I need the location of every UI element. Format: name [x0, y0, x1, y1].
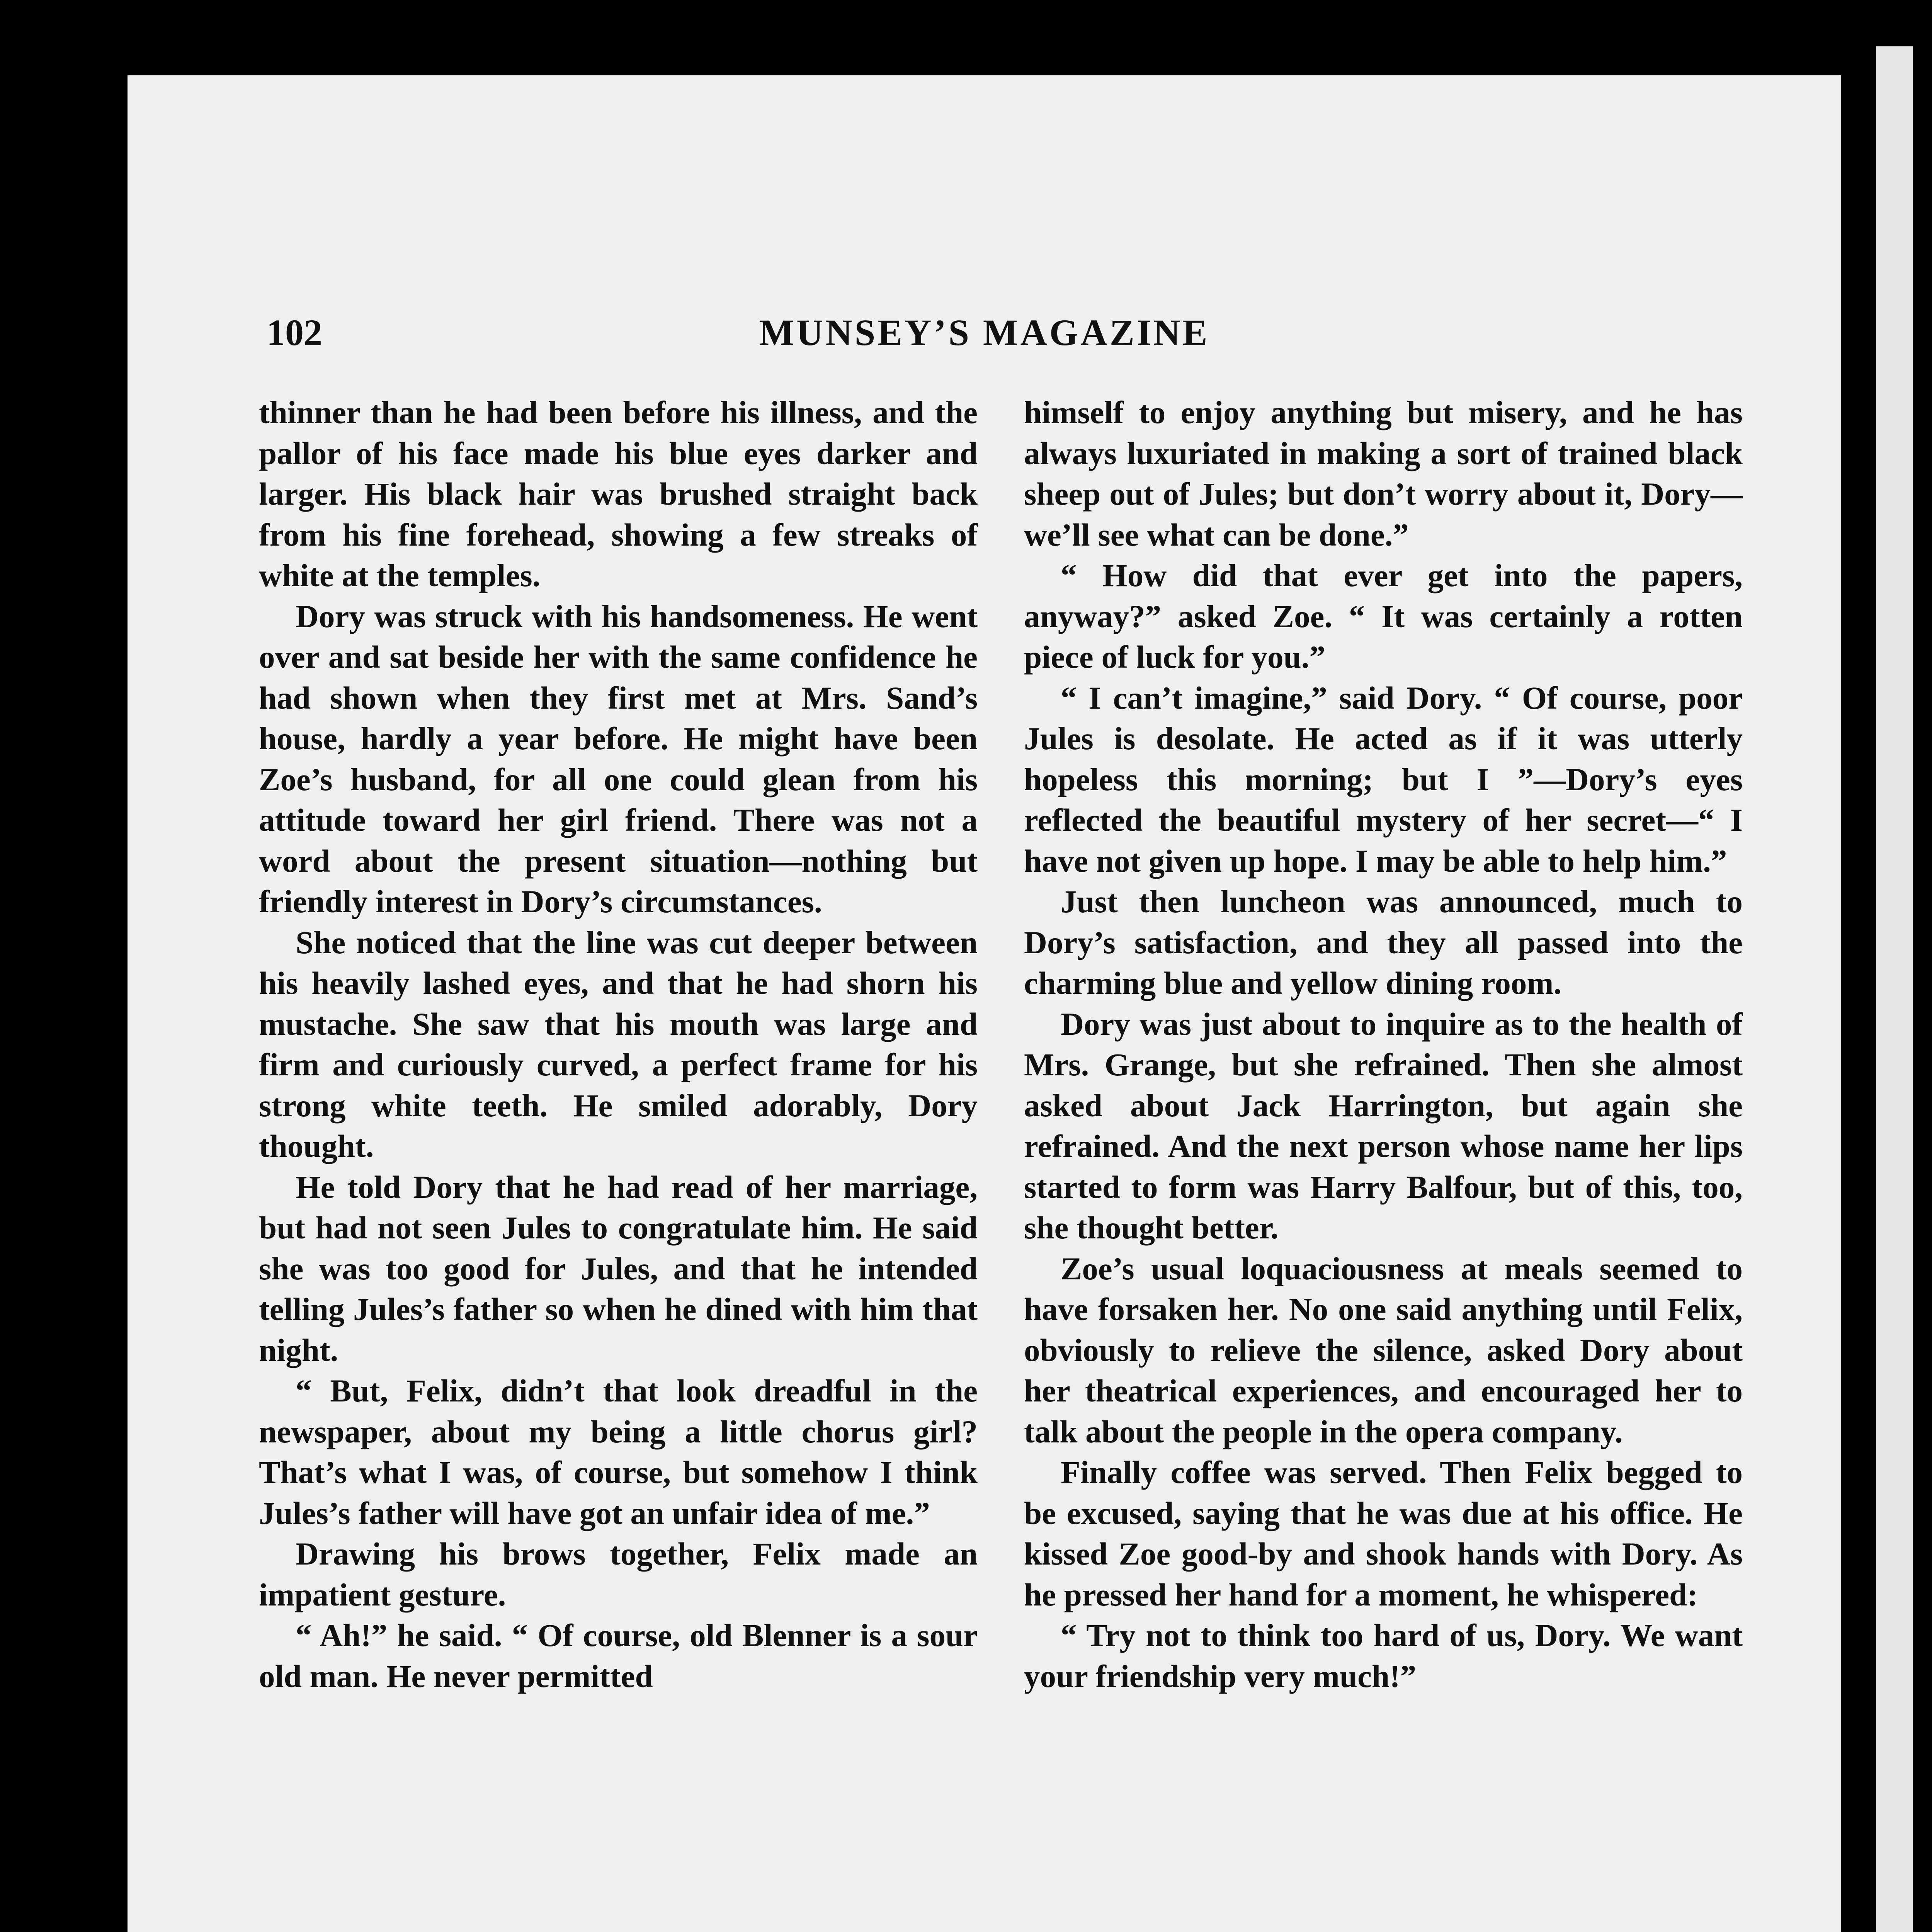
paragraph: “ How did that ever get into the papers, anyway?” asked Zoe. “ It was certainly a rotten piece of luck for you.” [1024, 558, 1743, 675]
paragraph: She noticed that the line was cut deeper between his heavily lashed eyes, and that he had shorn his mustache. She saw that his mouth was large and firm and curiously curved, a perfect frame for his strong white teeth. He smiled adorably, Dory thought. [259, 924, 978, 1164]
adjacent-page-edge [1841, 0, 1932, 1932]
page-number: 102 [267, 312, 322, 353]
right-column [1024, 392, 1743, 1697]
magazine-page [128, 75, 1841, 1932]
paragraph: “ Try not to think too hard of us, Dory. We want your friendship very much!” [1024, 1617, 1743, 1694]
paragraph: Finally coffee was served. Then Felix begged to be excused, saying that he was due at his office. He kissed Zoe good-by and shook hands with Dory. As he pressed her hand for a moment, he whispered: [1024, 1454, 1743, 1612]
paragraph: Just then luncheon was announced, much to Dory’s satisfaction, and they all passed into the charming blue and yellow dining room. [1024, 884, 1743, 1001]
paragraph: “ But, Felix, didn’t that look dreadful in the newspaper, about my being a little chorus girl? That’s what I was, of course, but somehow I think Jules’s father will have got an unfair idea of me.” [259, 1373, 978, 1531]
paragraph: thinner than he had been before his illness, and the pallor of his face made his blue eyes darker and larger. His black hair was brushed straight back from his fine forehead, showing a few streaks of white at the temples. [259, 395, 978, 593]
running-head [128, 311, 1841, 365]
left-column [259, 392, 978, 1697]
paragraph: Zoe’s usual loquaciousness at meals seemed to have forsaken her. No one said anything until Felix, obviously to relieve the silence, asked Dory about her theatrical experiences, and encouraged her to talk about the people in the opera company. [1024, 1250, 1743, 1449]
adjacent-page-sliver [1876, 46, 1913, 1932]
paragraph: Drawing his brows together, Felix made an impatient gesture. [259, 1536, 978, 1612]
magazine-title: MUNSEY’S MAGAZINE [759, 312, 1210, 353]
paragraph: Dory was just about to inquire as to the health of Mrs. Grange, but she refrained. Then she almost asked about Jack Harrington, but again she refrained. And the next person whose name her lips started to form was Harry Balfour, but of this, too, she thought better. [1024, 1006, 1743, 1245]
paragraph: He told Dory that he had read of her marriage, but had not seen Jules to congratulate him. He said she was too good for Jules, and that he intended telling Jules’s father so when he dined with him that night. [259, 1169, 978, 1368]
paragraph: Dory was struck with his handsomeness. He went over and sat beside her with the same confidence he had shown when they first met at Mrs. Sand’s house, hardly a year before. He might have been Zoe’s husband, for all one could glean from his attitude toward her girl friend. There was not a word about the present situation—nothing but friendly interest in Dory’s circumstances. [259, 598, 978, 919]
paragraph: himself to enjoy anything but misery, and he has always luxuriated in making a sort of trained black sheep out of Jules; but don’t worry about it, Dory—we’ll see what can be done.” [1024, 395, 1743, 553]
paragraph: “ I can’t imagine,” said Dory. “ Of course, poor Jules is desolate. He acted as if it was utterly hopeless this morning; but I ”—Dory’s eyes reflected the beautiful mystery of her secret—“ I have not given up hope. I may be able to help him.” [1024, 680, 1743, 879]
paragraph: “ Ah!” he said. “ Of course, old Blenner is a sour old man. He never permitted [259, 1617, 978, 1694]
